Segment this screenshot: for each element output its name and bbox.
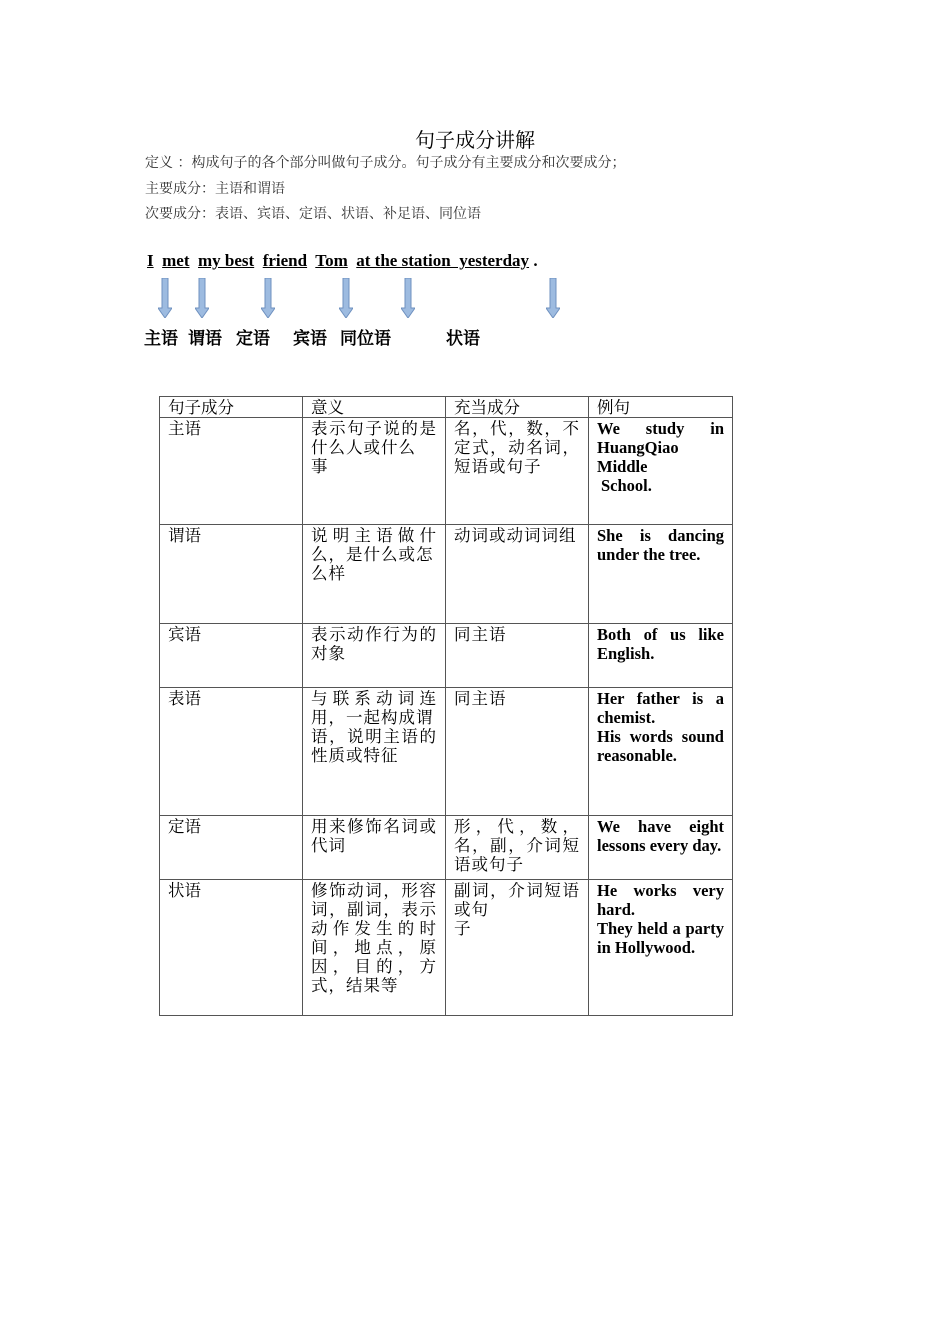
component-cell: 状语 [160, 880, 303, 1016]
table-row [160, 816, 733, 880]
down-arrow-icon [401, 278, 415, 318]
filled-by-line: 子 [454, 919, 472, 938]
table-row [160, 880, 733, 1016]
example-cell [589, 816, 733, 880]
meaning-line: 与联系动词连用，一起构成谓 [311, 689, 437, 727]
example-cell [589, 880, 733, 1016]
meaning-line: 语，说明主语的性质或特征 [311, 727, 437, 765]
column-header: 句子成分 [160, 397, 303, 418]
example-line: School. [601, 476, 652, 495]
role-label-subject: 主语 [144, 329, 178, 349]
sentence-word: friend [262, 251, 308, 270]
role-label-adverbial: 状语 [446, 329, 480, 349]
filled-by-line: 同主语 [454, 689, 507, 708]
down-arrow-icon [158, 278, 172, 318]
example-sentence [147, 251, 538, 271]
meaning-cell [303, 624, 446, 688]
meaning-line: 表示动作行为的对象 [311, 625, 437, 663]
role-label-appositive: 同位语 [340, 329, 391, 349]
sentence-period: . [533, 251, 538, 270]
down-arrow-icon [195, 278, 209, 318]
column-header: 充当成分 [446, 397, 589, 418]
table-row [160, 688, 733, 816]
filled-by-cell [446, 880, 589, 1016]
example-line: She is dancing under the tree. [597, 526, 724, 564]
role-label-object: 宾语 [293, 329, 327, 349]
example-line: He works very hard. [597, 881, 724, 919]
meaning-line: 修饰动词，形容词，副词，表示动作发生的时间，地点，原因，目的，方式，结果等 [311, 881, 437, 995]
sentence-word: Tom [315, 251, 348, 270]
sentence-word: met [162, 251, 190, 270]
meaning-cell [303, 418, 446, 525]
example-cell [589, 624, 733, 688]
table-row [160, 525, 733, 624]
meaning-cell [303, 688, 446, 816]
sentence-word: I [147, 251, 154, 270]
main-components-text: 主要成分：主语和谓语 [145, 181, 285, 197]
meaning-cell [303, 880, 446, 1016]
example-cell [589, 418, 733, 525]
down-arrow-icon [339, 278, 353, 318]
filled-by-cell [446, 418, 589, 525]
example-line: His words sound reasonable. [597, 727, 724, 765]
secondary-components-text: 次要成分：表语、宾语、定语、状语、补足语、同位语 [145, 206, 481, 222]
component-cell: 宾语 [160, 624, 303, 688]
component-cell: 表语 [160, 688, 303, 816]
example-line: We have eight lessons every day. [597, 817, 724, 855]
meaning-cell [303, 525, 446, 624]
definition-text: 定义 ：构成句子的各个部分叫做句子成分。句子成分有主要成分和次要成分； [145, 155, 626, 171]
component-cell: 谓语 [160, 525, 303, 624]
example-cell [589, 688, 733, 816]
filled-by-cell [446, 688, 589, 816]
down-arrow-icon [261, 278, 275, 318]
filled-by-line: 动词或动词词组 [454, 526, 577, 545]
filled-by-line: 副词，介词短语或句 [454, 881, 580, 919]
meaning-cell [303, 816, 446, 880]
sentence-components-table [159, 396, 733, 1016]
meaning-line: 么样 [311, 564, 346, 583]
column-header: 意义 [303, 397, 446, 418]
example-cell [589, 525, 733, 624]
page-title: 句子成分讲解 [415, 128, 535, 152]
filled-by-cell [446, 525, 589, 624]
sentence-word: my best [198, 251, 255, 270]
column-header: 例句 [589, 397, 733, 418]
example-line: We study in HuangQiao Middle [597, 419, 724, 476]
filled-by-cell [446, 624, 589, 688]
meaning-line: 表示句子说的是什么人或什么 [311, 419, 437, 457]
table-header-row [160, 397, 733, 418]
down-arrow-icon [546, 278, 560, 318]
component-cell: 定语 [160, 816, 303, 880]
sentence-word: at the station yesterday [356, 251, 530, 270]
filled-by-line: 形，代，数，名，副，介词短语或句子 [454, 817, 580, 874]
filled-by-line: 同主语 [454, 625, 507, 644]
example-line: They held a party in Hollywood. [597, 919, 724, 957]
meaning-line: 说明主语做什么，是什么或怎 [311, 526, 437, 564]
example-line: Both of us like English. [597, 625, 724, 663]
filled-by-cell [446, 816, 589, 880]
meaning-line: 事 [311, 457, 329, 476]
role-label-predicate: 谓语 [188, 329, 222, 349]
example-line: Her father is a chemist. [597, 689, 724, 727]
component-cell: 主语 [160, 418, 303, 525]
meaning-line: 用来修饰名词或代词 [311, 817, 437, 855]
role-label-attribute: 定语 [236, 329, 270, 349]
filled-by-line: 名，代，数，不定式，动名词，短语或句子 [454, 419, 580, 476]
table-row [160, 624, 733, 688]
table-row [160, 418, 733, 525]
